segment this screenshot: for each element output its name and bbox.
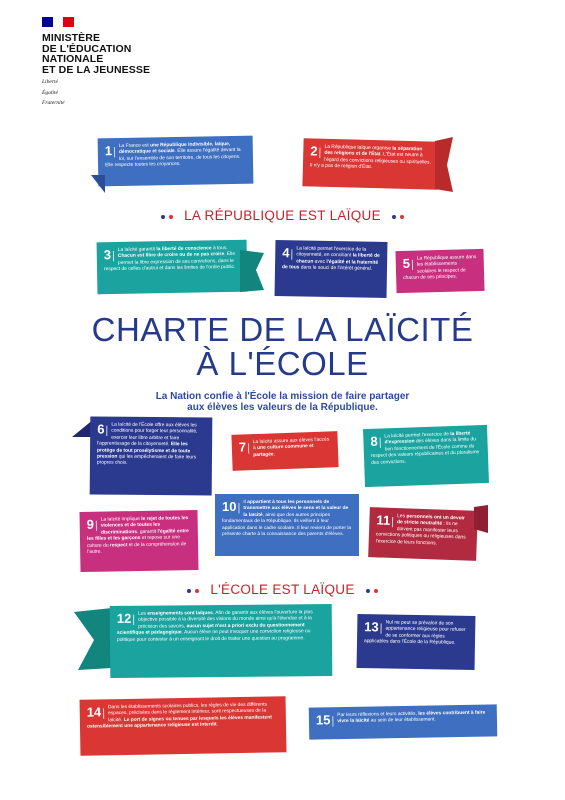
- ministry-name-line2: DE L'ÉDUCATION: [42, 42, 132, 55]
- article-9-card: 9| La laïcité implique le rejet de toutes les violences et de toutes les discriminations, garantit l'égalité entre les filles et les garçons et repose sur une culture du respect et de la compréhension de l'autre.: [79, 510, 198, 572]
- page-title: [0, 313, 565, 381]
- article-1-number: 1|: [104, 143, 117, 159]
- article-9-number: 9|: [86, 516, 98, 532]
- article-11-card: 11| Les personnels ont un devoir de stricte neutralité : ils ne doivent pas manifester leurs convictions politiques ou religieuses dans l'exercice de leurs fonctions.: [368, 507, 478, 561]
- article-6-number: 6|: [97, 421, 109, 437]
- article-10-card: 10| Il appartient à tous les personnels de transmettre aux élèves le sens et la valeur de la laïcité, ainsi que des autres principes fondamentaux de la République. Ils veillent à leur application dans le cadre scolaire. Il leur revient de porter la présente charte à la connaissance des parents d'élèves.: [215, 494, 359, 556]
- ministry-name-line3: NATIONALE: [42, 53, 104, 65]
- article-2-number: 2|: [310, 143, 322, 159]
- article-13-number: 13|: [364, 619, 383, 635]
- article-10-number: 10|: [222, 499, 241, 514]
- article-2-tail: [435, 137, 453, 192]
- article-12-number: 12|: [116, 610, 136, 626]
- article-11-number: 11|: [376, 512, 395, 528]
- page-title-line2: À L'ÉCOLE: [196, 345, 369, 382]
- page-title-line1: CHARTE DE LA LAÏCITÉ: [91, 311, 474, 348]
- article-11-tail: [474, 505, 488, 533]
- article-15-card: 15| Par leurs réflexions et leurs activités, les élèves contribuent à faire vivre la laïcité au sein de leur établissement.: [309, 704, 498, 739]
- intro-text: La Nation confie à l'École la mission de faire partager aux élèves les valeurs de la République.: [155, 391, 410, 413]
- article-12-card: 12| Les enseignements sont laïques. Afin de garantir aux élèves l'ouverture la plus objective possible à la diversité des visions du monde ainsi qu'à l'étendue et à la précision des savoirs, aucun sujet n'est a priori exclu du questionnement scientifique et pédagogique. Aucun élève ne peut invoquer une conviction religieuse ou politique pour contester à un enseignant le droit de traiter une question au programme.: [110, 604, 333, 678]
- article-1-card: 1| La France est une République indivisible, laïque, démocratique et sociale. Elle assure l'égalité devant la loi, sur l'ensemble de son territoire, de tous les citoyens. Elle respecte toutes les croyances.: [98, 136, 254, 187]
- article-14-card: 14| Dans les établissements scolaires publics, les règles de vie des différents espaces, précisées dans le règlement intérieur, sont respectueuses de la laïcité. Le port de signes ou tenues par lesquels les élèves manifestent ostensiblement une appartenance religieuse est interdit.: [80, 696, 287, 756]
- article-7-card: 7| La laïcité assure aux élèves l'accès à une culture commune et partagée.: [231, 431, 338, 471]
- article-5-card: 5| La République assure dans les établissements scolaires le respect de chacun de ses principes.: [395, 249, 484, 293]
- motto-liberte: Liberté: [42, 79, 58, 85]
- article-8-number: 8|: [370, 433, 382, 449]
- article-2-card: 2| La République laïque organise la séparation des religions et de l'État. L'État est neutre à l'égard des convictions religieuses ou spirituelles. Il n'y a pas de religion d'État.: [302, 138, 438, 190]
- flag-icon: [42, 17, 74, 27]
- ministry-logo: [42, 17, 182, 107]
- article-3-number: 3|: [103, 247, 115, 263]
- article-5-number: 5|: [402, 255, 415, 271]
- article-14-number: 14|: [86, 704, 106, 720]
- article-8-card: 8| La laïcité permet l'exercice de la liberté d'expression des élèves dans la limite du bon fonctionnement de l'École comme du respect des valeurs républicaines et du pluralisme des convictions.: [363, 425, 489, 487]
- article-3-tail: [240, 250, 264, 292]
- article-13-card: 13| Nul ne peut se prévaloir de son appartenance religieuse pour refuser de se conformer aux règles applicables dans l'École de la République.: [357, 614, 476, 670]
- article-1-fold: [91, 175, 105, 195]
- article-15-number: 15|: [315, 712, 335, 728]
- section-title-republique: LA RÉPUBLIQUE EST LAÏQUE: [0, 208, 565, 224]
- article-4-number: 4|: [282, 245, 294, 261]
- ministry-name-line1: MINISTÈRE: [42, 32, 101, 44]
- article-12-tail: [74, 608, 112, 670]
- article-4-card: 4| La laïcité permet l'exercice de la citoyenneté, en conciliant la liberté de chacun avec l'égalité et la fraternité de tous dans le souci de l'intérêt général.: [275, 240, 388, 298]
- motto-egalite: Égalité: [42, 89, 58, 96]
- article-3-card: 3| La laïcité garantit la liberté de conscience à tous. Chacun est libre de croire ou de ne pas croire. Elle permet la libre expression de ses convictions, dans le respect de celles d'autrui et dans les limites de l'ordre public.: [97, 240, 248, 295]
- ministry-name-line4: ET DE LA JEUNESSE: [42, 63, 151, 76]
- article-7-number: 7|: [238, 439, 251, 455]
- article-6-card: 6| La laïcité de l'École offre aux élèves les conditions pour forger leur personnalité, exercer leur libre arbitre et faire l'apprentissage de la citoyenneté. Elle les protège de tout prosélytisme et de toute pression qui les empêcheraient de faire leurs propres choix.: [90, 416, 213, 495]
- motto-fraternite: Fraternité: [42, 100, 65, 106]
- section-title-ecole: L'ÉCOLE EST LAÏQUE: [0, 582, 565, 598]
